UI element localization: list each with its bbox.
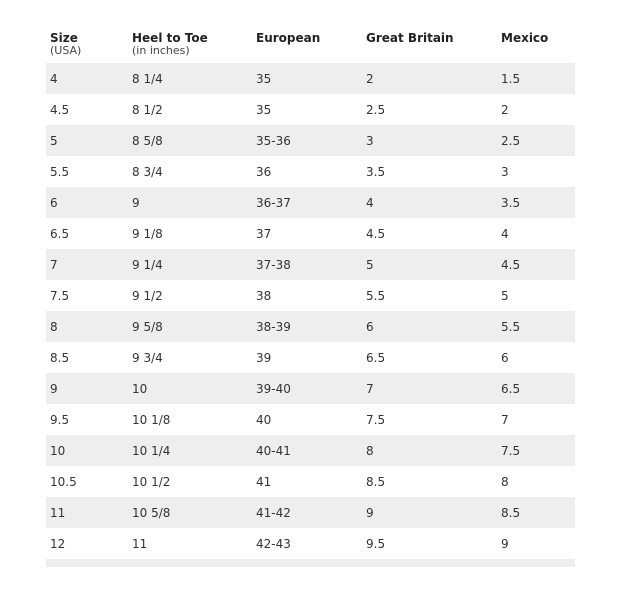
cell-european: 35 [252, 94, 362, 125]
cell-heel-to-toe: 9 1/4 [128, 249, 252, 280]
cell-heel-to-toe: 9 5/8 [128, 311, 252, 342]
cell-mexico: 4.5 [497, 249, 575, 280]
cell-size-usa: 5 [46, 125, 128, 156]
cell-size-usa: 5.5 [46, 156, 128, 187]
cell-great-britain: 9.5 [362, 528, 497, 559]
header-row [46, 30, 575, 63]
table-row [46, 311, 575, 342]
cell-great-britain: 5 [362, 249, 497, 280]
cell-size-usa: 4 [46, 63, 128, 94]
cell-size-usa: 6 [46, 187, 128, 218]
table-row [46, 373, 575, 404]
cell-heel-to-toe: 10 5/8 [128, 497, 252, 528]
cell-great-britain: 2 [362, 63, 497, 94]
table-row [46, 63, 575, 94]
cell-mexico: 2.5 [497, 125, 575, 156]
cell-mexico: 6 [497, 342, 575, 373]
cell-european: 35-36 [252, 125, 362, 156]
header-label: Size [50, 31, 78, 45]
cell-great-britain: 4 [362, 187, 497, 218]
cell-mexico: 3 [497, 156, 575, 187]
cell-heel-to-toe: 10 1/8 [128, 404, 252, 435]
shoe-size-table [46, 30, 575, 567]
table-row [46, 125, 575, 156]
table-row [46, 497, 575, 528]
cell-heel-to-toe: 8 3/4 [128, 156, 252, 187]
cell-great-britain: 3 [362, 125, 497, 156]
cell-heel-to-toe: 8 1/2 [128, 94, 252, 125]
cell-heel-to-toe: 9 3/4 [128, 342, 252, 373]
cell-size-usa: 8.5 [46, 342, 128, 373]
cell-european: 37-38 [252, 249, 362, 280]
cell-european: 37 [252, 218, 362, 249]
table-row [46, 218, 575, 249]
header-mexico [497, 30, 575, 63]
cell-great-britain: 6.5 [362, 342, 497, 373]
cell-european: 41 [252, 466, 362, 497]
table-row [46, 187, 575, 218]
table-row [46, 404, 575, 435]
cell-mexico: 1.5 [497, 63, 575, 94]
cell-european: 40-41 [252, 435, 362, 466]
cell-mexico: 7.5 [497, 435, 575, 466]
header-label: Great Britain [366, 31, 454, 45]
table-row [46, 280, 575, 311]
cell-great-britain: 9 [362, 497, 497, 528]
cell-european: 39-40 [252, 373, 362, 404]
header-european [252, 30, 362, 63]
cell-mexico: 5.5 [497, 311, 575, 342]
cell-heel-to-toe: 9 1/8 [128, 218, 252, 249]
table-row [46, 249, 575, 280]
cell-size-usa: 7.5 [46, 280, 128, 311]
cell-european: 38 [252, 280, 362, 311]
cell-mexico: 3.5 [497, 187, 575, 218]
table-row-partial-cell [46, 559, 575, 567]
cell-great-britain: 7 [362, 373, 497, 404]
cell-european: 36-37 [252, 187, 362, 218]
cell-mexico: 8.5 [497, 497, 575, 528]
cell-great-britain: 8 [362, 435, 497, 466]
cell-size-usa: 12 [46, 528, 128, 559]
cell-great-britain: 6 [362, 311, 497, 342]
cell-size-usa: 9.5 [46, 404, 128, 435]
cell-mexico: 8 [497, 466, 575, 497]
cell-great-britain: 4.5 [362, 218, 497, 249]
cell-size-usa: 4.5 [46, 94, 128, 125]
cell-heel-to-toe: 9 [128, 187, 252, 218]
cell-heel-to-toe: 11 [128, 528, 252, 559]
cell-european: 39 [252, 342, 362, 373]
header-label: Mexico [501, 31, 549, 45]
cell-heel-to-toe: 9 1/2 [128, 280, 252, 311]
header-great-britain [362, 30, 497, 63]
cell-heel-to-toe: 8 5/8 [128, 125, 252, 156]
table-row [46, 156, 575, 187]
cell-mexico: 2 [497, 94, 575, 125]
cell-heel-to-toe: 10 1/2 [128, 466, 252, 497]
cell-european: 35 [252, 63, 362, 94]
cell-great-britain: 2.5 [362, 94, 497, 125]
cell-european: 40 [252, 404, 362, 435]
table-header [46, 30, 575, 63]
cell-heel-to-toe: 10 1/4 [128, 435, 252, 466]
cell-size-usa: 8 [46, 311, 128, 342]
cell-mexico: 4 [497, 218, 575, 249]
header-sublabel: (in inches) [132, 44, 190, 57]
cell-size-usa: 10 [46, 435, 128, 466]
cell-size-usa: 11 [46, 497, 128, 528]
cell-heel-to-toe: 10 [128, 373, 252, 404]
header-size-usa [46, 30, 128, 63]
cell-mexico: 9 [497, 528, 575, 559]
cell-mexico: 7 [497, 404, 575, 435]
cell-great-britain: 5.5 [362, 280, 497, 311]
cell-european: 42-43 [252, 528, 362, 559]
table-row [46, 94, 575, 125]
cell-european: 36 [252, 156, 362, 187]
header-label: European [256, 31, 321, 45]
table-row [46, 342, 575, 373]
table-row [46, 435, 575, 466]
cell-mexico: 6.5 [497, 373, 575, 404]
cell-size-usa: 7 [46, 249, 128, 280]
table-row-partial [46, 559, 575, 567]
cell-great-britain: 3.5 [362, 156, 497, 187]
cell-mexico: 5 [497, 280, 575, 311]
cell-european: 38-39 [252, 311, 362, 342]
table-row [46, 466, 575, 497]
cell-size-usa: 10.5 [46, 466, 128, 497]
header-heel-to-toe [128, 30, 252, 63]
cell-size-usa: 9 [46, 373, 128, 404]
table-row [46, 528, 575, 559]
cell-great-britain: 8.5 [362, 466, 497, 497]
cell-heel-to-toe: 8 1/4 [128, 63, 252, 94]
header-sublabel: (USA) [50, 44, 82, 57]
table-body [46, 63, 575, 567]
cell-size-usa: 6.5 [46, 218, 128, 249]
cell-european: 41-42 [252, 497, 362, 528]
header-label: Heel to Toe [132, 31, 208, 45]
cell-great-britain: 7.5 [362, 404, 497, 435]
